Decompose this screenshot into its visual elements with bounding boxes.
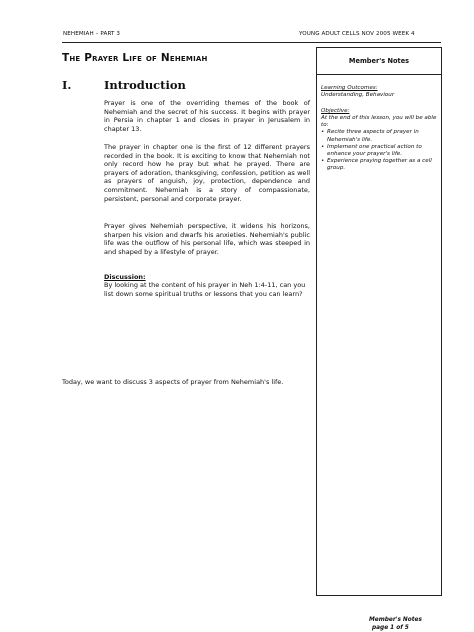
- header-left: NEHEMIAH – PART 3: [63, 31, 121, 37]
- objective-intro: At the end of this lesson, you will be able to:: [321, 115, 437, 129]
- discussion-body: By looking at the content of his prayer in Neh 1:4-11, can you list down some spiritual truths or lessons that you can learn?: [104, 281, 306, 298]
- paragraph-1: Prayer is one of the overriding themes of the book of Nehemiah and the secret of his success. It begins with prayer in Persia in chapter 1 and closes in prayer in Jerusalem in chapter 13.: [104, 99, 310, 133]
- document-title: The Prayer Life of Nehemiah: [62, 52, 208, 64]
- section-number: I.: [62, 78, 72, 92]
- learning-outcomes-heading: Learning Outcomes:: [321, 85, 378, 91]
- header-rule: [62, 42, 441, 43]
- learning-outcomes-text: Understanding, Behaviour: [321, 92, 395, 98]
- header-right: YOUNG ADULT CELLS NOV 2005 WEEK 4: [299, 31, 415, 37]
- section-title: Introduction: [104, 78, 186, 92]
- paragraph-2: The prayer in chapter one is the first of 12 different prayers recorded in the book. It is exciting to know that Nehemiah not only record how he pray but what he prayed. There are prayers of adoration, thanksgiving, confession, petition as well as prayers of anguish, joy, protection, dependence and commitment. Nehemiah is a story of compassionate, persistent, personal and corporate prayer.: [104, 143, 310, 203]
- footer-label: Member's Notes: [369, 617, 422, 623]
- objective-list: [321, 129, 437, 172]
- closing-sentence: Today, we want to discuss 3 aspects of prayer from Nehemiah's life.: [62, 378, 284, 386]
- objective-item: • Experience praying together as a cell group.: [321, 158, 437, 172]
- objective-heading: Objective:: [321, 108, 350, 114]
- notes-title-divider: [316, 74, 442, 75]
- objective-block: [321, 115, 437, 173]
- footer-page-number: page 1 of 5: [372, 625, 409, 631]
- objective-item: • Implement one practical action to enhance your prayer's life.: [321, 144, 437, 158]
- paragraph-3: Prayer gives Nehemiah perspective, it widens his horizons, sharpen his vision and dwarfs his anxieties. Nehemiah's public life was the outflow of his personal life, which was steeped in and shaped by a lifestyle of prayer.: [104, 222, 310, 256]
- discussion-heading: Discussion:: [104, 273, 146, 281]
- objective-item: • Recite three aspects of prayer in Nehemiah's life.: [321, 129, 437, 143]
- members-notes-title: Member's Notes: [348, 57, 410, 65]
